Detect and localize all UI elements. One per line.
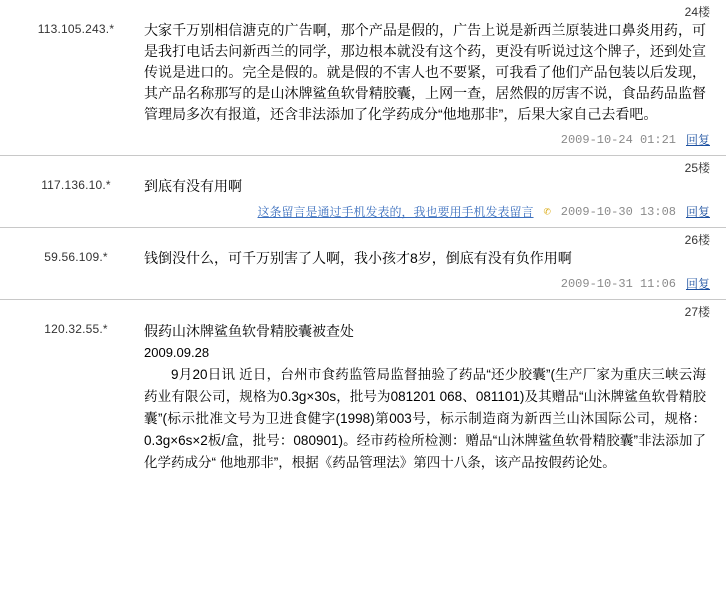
floor-number: 24楼 [684,5,710,19]
reply-link[interactable]: 回复 [685,277,710,291]
article-date: 2009.09.28 [144,345,210,360]
poster-ip: 59.56.109.* [44,250,108,264]
mobile-post-note[interactable]: 这条留言是通过手机发表的，我也要用手机发表留言 [257,205,534,219]
post-meta [16,131,710,153]
post-content [136,320,710,474]
post-content: 到底有没有用啊 [144,178,242,194]
post-timestamp: 2009-10-31 11:06 [560,276,676,291]
post-meta-inner [258,203,710,220]
post-meta [16,275,710,297]
post-item [0,156,726,228]
reply-link[interactable]: 回复 [685,205,710,219]
post-timestamp: 2009-10-30 13:08 [560,204,676,219]
poster-ip: 117.136.10.* [41,178,111,192]
post-body [16,176,710,197]
post-meta-inner [561,275,710,292]
post-body [16,248,710,269]
poster-ip: 113.105.243.* [37,22,115,36]
article-body: 9月20日讯 近日，台州市食药监管局监督抽验了药品“还少胶囊”(生产厂家为重庆三峡云海药业有限公司，规格为0.3g×30s，批号为081201 068、081101)及其赠品“山沐牌鲨鱼软骨精胶囊”(标示批准文号为卫进食健字(1998)第003号，标示制造商为新西兰山沐国际公司，规格：0.3g×6s×2板/盒，批号：080901)。经市药检所检测：赠品“山沐牌鲨鱼软骨精胶囊”非法添加了化学药成分“ 他地那非”，根据《药品管理法》第四十八条，该产品按假药论处。 [144,367,706,470]
post-item [0,300,726,476]
reply-link[interactable]: 回复 [685,133,710,147]
post-content: 大家千万别相信溏克的广告啊，那个产品是假的，广告上说是新西兰原装进口鼻炎用药，可是我打电话去问新西兰的同学，那边根本就没有这个药，更没有听说过这个牌子，还到处宣传说是进口的。完全是假的。就是假的不害人也不要紧，可我看了他们产品包装以后发现，其产品名称那写的是山沐牌鲨鱼软骨精胶囊，上网一查，居然假的厉害不说，食品药品监督管理局多次有报道，还含非法添加了化学药成分“他地那非”，后果大家自己去看吧。 [144,22,706,122]
floor-row [16,160,710,176]
floor-number: 25楼 [684,161,710,175]
floor-row [16,304,710,320]
post-item [0,0,726,156]
floor-number: 26楼 [684,233,710,247]
post-meta [16,203,710,225]
post-body [16,320,710,474]
article-title: 假药山沐牌鲨鱼软骨精胶囊被查处 [144,323,354,339]
post-content: 钱倒没什么，可千万别害了人啊，我小孩才8岁，倒底有没有负作用啊 [144,250,572,266]
mobile-phone-icon: ✆ [543,205,551,219]
post-body [16,20,710,125]
post-item [0,228,726,300]
post-timestamp: 2009-10-24 01:21 [560,132,676,147]
post-meta-inner [561,131,710,148]
floor-number: 27楼 [684,305,710,319]
poster-ip: 120.32.55.* [44,322,108,336]
floor-row [16,232,710,248]
floor-row [16,4,710,20]
